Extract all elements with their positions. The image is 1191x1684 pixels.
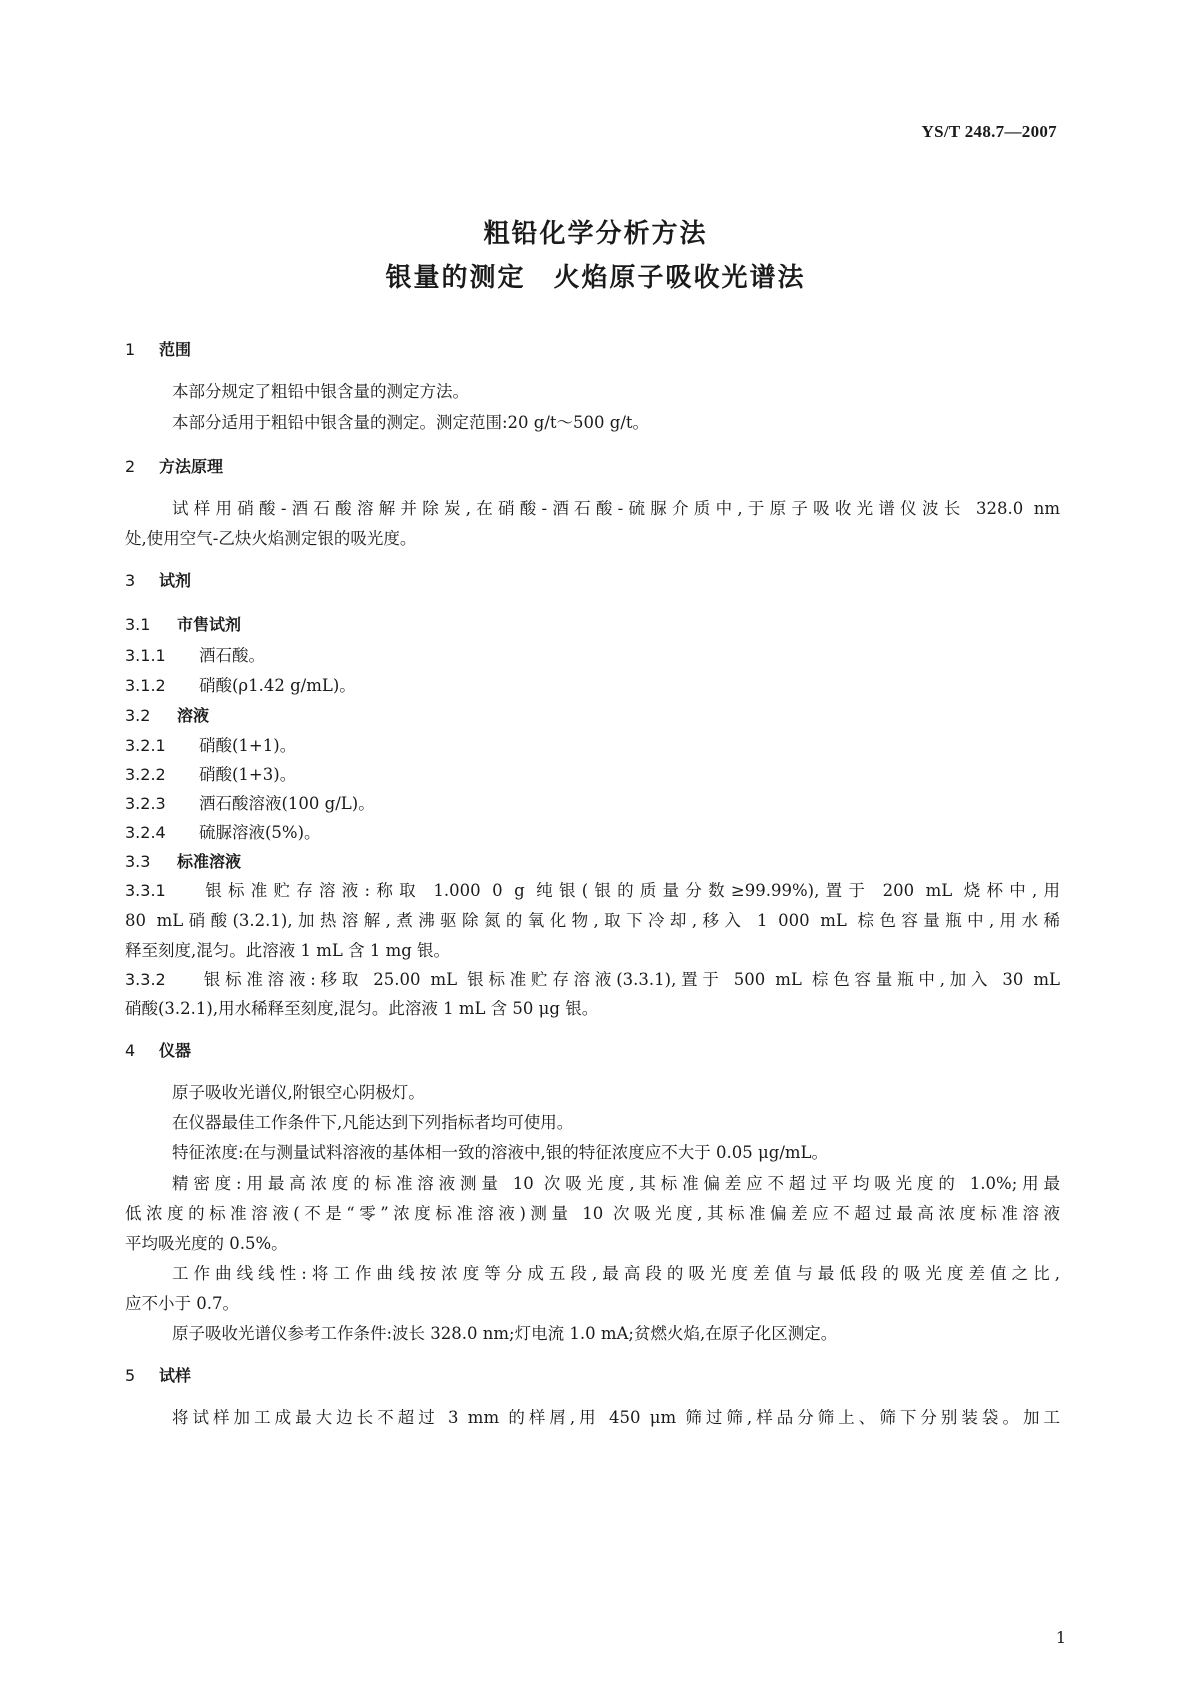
paragraph-line: 工作曲线线性:将工作曲线按浓度等分成五段,最高段的吸光度差值与最低段的吸光度差值之比,: [172, 1264, 1060, 1283]
section-3-heading: [125, 570, 1060, 592]
section-title: 市售试剂: [177, 615, 242, 634]
section-number: 3: [125, 571, 136, 590]
standard-code: YS/T 248.7—2007: [921, 122, 1057, 141]
clause-text: 酒石酸。: [199, 646, 265, 665]
paragraph-line: 低浓度的标准溶液(不是“零”浓度标准溶液)测量 10 次吸光度,其标准偏差应不超过最高浓度标准溶液: [125, 1204, 1060, 1223]
subsection-3-3-heading: [125, 851, 1060, 873]
clause-3-2-4: [125, 822, 1060, 844]
paragraph-line: 试样用硝酸-酒石酸溶解并除炭,在硝酸-酒石酸-硫脲介质中,于原子吸收光谱仪波长 328.0 nm: [172, 499, 1060, 518]
clause-number: 3.2.3: [125, 794, 166, 813]
section-1-heading: [125, 339, 1060, 361]
clause-number: 3.3.2: [125, 970, 166, 989]
paragraph-line: 80 mL硝酸(3.2.1),加热溶解,煮沸驱除氮的氧化物,取下冷却,移入 1 000 mL 棕色容量瓶中,用水稀: [125, 911, 1060, 930]
paragraph-line: 平均吸光度的 0.5%。: [125, 1234, 288, 1253]
clause-3-3-2: [125, 969, 1060, 991]
clause-3-1-1: [125, 645, 1060, 667]
clause-number: 3.2.1: [125, 736, 166, 755]
paragraph: 原子吸收光谱仪参考工作条件:波长 328.0 nm;灯电流 1.0 mA;贫燃火焰,在原子化区测定。: [172, 1324, 838, 1343]
section-title: 试剂: [159, 571, 192, 590]
section-title: 溶液: [177, 706, 210, 725]
clause-text: 硫脲溶液(5%)。: [199, 823, 321, 842]
section-title: 试样: [159, 1366, 192, 1385]
paragraph-line: 将试样加工成最大边长不超过 3 mm 的样屑,用 450 μm 筛过筛,样品分筛上、筛下分别装袋。加工: [172, 1408, 1060, 1427]
section-number: 3.3: [125, 852, 151, 871]
subsection-3-2-heading: [125, 705, 1060, 727]
section-title: 方法原理: [159, 457, 224, 476]
document-subtitle: 银量的测定 火焰原子吸收光谱法: [385, 263, 806, 293]
paragraph-line: 精密度:用最高浓度的标准溶液测量 10 次吸光度,其标准偏差应不超过平均吸光度的 1.0%;用最: [172, 1174, 1060, 1193]
clause-3-3-1: [125, 880, 1060, 902]
section-number: 3.1: [125, 615, 151, 634]
clause-number: 3.3.1: [125, 881, 166, 900]
paragraph-line: 释至刻度,混匀。此溶液 1 mL 含 1 mg 银。: [125, 941, 451, 960]
paragraph: 本部分规定了粗铅中银含量的测定方法。: [172, 382, 469, 401]
clause-number: 3.1.2: [125, 676, 166, 695]
section-title: 标准溶液: [177, 852, 242, 871]
section-title: 仪器: [159, 1041, 192, 1060]
paragraph: 在仪器最佳工作条件下,凡能达到下列指标者均可使用。: [172, 1113, 574, 1132]
section-5-heading: [125, 1365, 1060, 1387]
paragraph: 特征浓度:在与测量试料溶液的基体相一致的溶液中,银的特征浓度应不大于 0.05 μg/mL。: [172, 1143, 828, 1162]
clause-3-2-1: [125, 735, 1060, 757]
clause-3-1-2: [125, 675, 1060, 697]
clause-number: 3.2.4: [125, 823, 166, 842]
paragraph: 原子吸收光谱仪,附银空心阴极灯。: [172, 1083, 425, 1102]
page-number: 1: [1055, 1628, 1066, 1647]
section-title: 范围: [159, 340, 192, 359]
section-4-heading: [125, 1040, 1060, 1062]
clause-text: 硝酸(1+3)。: [199, 765, 297, 784]
section-2-heading: [125, 456, 1060, 478]
clause-text: 硝酸(ρ1.42 g/mL)。: [199, 676, 356, 695]
clause-text: 银标准贮存溶液:称取 1.000 0 g 纯银(银的质量分数≥99.99%),置于 200 mL 烧杯中,用: [199, 881, 1060, 900]
section-number: 3.2: [125, 706, 151, 725]
clause-text: 酒石酸溶液(100 g/L)。: [199, 794, 375, 813]
clause-text: 银标准溶液:移取 25.00 mL 银标准贮存溶液(3.3.1),置于 500 mL 棕色容量瓶中,加入 30 mL: [199, 970, 1060, 989]
clause-text: 硝酸(1+1)。: [199, 736, 297, 755]
section-number: 1: [125, 340, 136, 359]
paragraph-line: 硝酸(3.2.1),用水稀释至刻度,混匀。此溶液 1 mL 含 50 μg 银。: [125, 999, 599, 1018]
clause-number: 3.2.2: [125, 765, 166, 784]
subsection-3-1-heading: [125, 614, 1060, 636]
paragraph-line: 应不小于 0.7。: [125, 1294, 239, 1313]
section-number: 4: [125, 1041, 136, 1060]
section-number: 2: [125, 457, 136, 476]
clause-number: 3.1.1: [125, 646, 166, 665]
paragraph: 本部分适用于粗铅中银含量的测定。测定范围:20 g/t～500 g/t。: [172, 413, 650, 432]
section-number: 5: [125, 1366, 136, 1385]
clause-3-2-3: [125, 793, 1060, 815]
paragraph-line: 处,使用空气-乙炔火焰测定银的吸光度。: [125, 529, 417, 548]
document-title: 粗铅化学分析方法: [483, 219, 708, 249]
clause-3-2-2: [125, 764, 1060, 786]
